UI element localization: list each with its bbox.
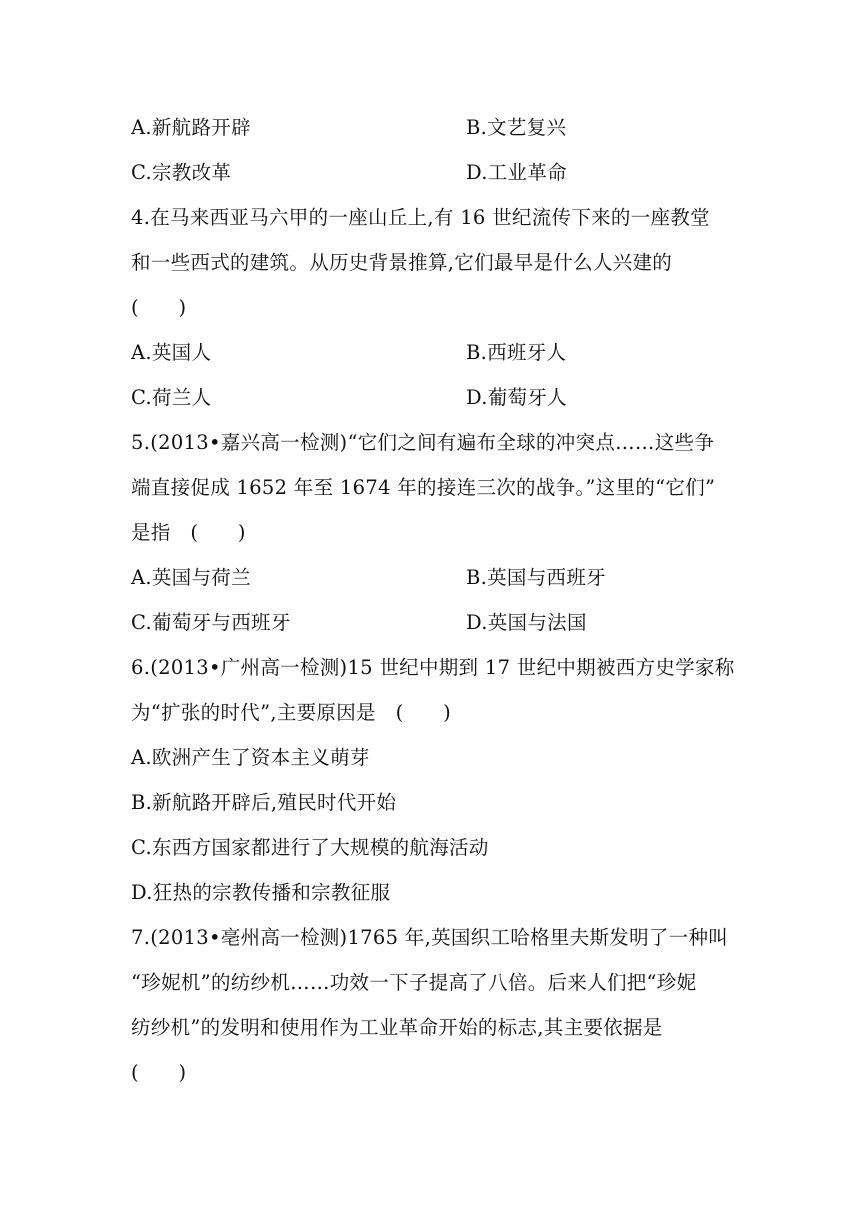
q6-option-b: B.新航路开辟后,殖民时代开始: [131, 791, 397, 814]
q4-stem-line-1: 4.在马来西亚马六甲的一座山丘上,有 16 世纪流传下来的一座教堂: [131, 206, 710, 229]
q5-stem-line-1: 5.(2013•嘉兴高一检测)“它们之间有遍布全球的冲突点……这些争: [131, 431, 715, 454]
q5-stem-line-2: 端直接促成 1652 年至 1674 年的接连三次的战争。”这里的“它们”: [131, 476, 716, 499]
q7-stem-line-4: ( ): [131, 1061, 187, 1084]
q3-option-d: D.工业革命: [466, 161, 567, 184]
q4-option-c: C.荷兰人: [131, 386, 212, 409]
q3-option-c: C.宗教改革: [131, 161, 232, 184]
q3-option-b: B.文艺复兴: [466, 116, 567, 139]
q4-option-b: B.西班牙人: [466, 341, 567, 364]
q3-option-a: A.新航路开辟: [131, 116, 251, 139]
q4-option-a: A.英国人: [131, 341, 212, 364]
q4-stem-line-2: 和一些西式的建筑。从历史背景推算,它们最早是什么人兴建的: [131, 251, 673, 274]
q5-option-b: B.英国与西班牙: [466, 566, 606, 589]
q5-stem-line-3: 是指 ( ): [131, 521, 246, 544]
q7-stem-line-1: 7.(2013•亳州高一检测)1765 年,英国织工哈格里夫斯发明了一种叫: [131, 926, 729, 949]
q6-stem-line-1: 6.(2013•广州高一检测)15 世纪中期到 17 世纪中期被西方史学家称: [131, 656, 735, 679]
q5-option-c: C.葡萄牙与西班牙: [131, 611, 291, 634]
q4-stem-line-3: ( ): [131, 296, 187, 319]
q6-option-c: C.东西方国家都进行了大规模的航海活动: [131, 836, 489, 859]
q7-stem-line-2: “珍妮机”的纺纱机……功效一下子提高了八倍。后来人们把“珍妮: [131, 971, 697, 994]
q5-option-a: A.英国与荷兰: [131, 566, 251, 589]
q5-option-d: D.英国与法国: [466, 611, 587, 634]
q7-stem-line-3: 纺纱机”的发明和使用作为工业革命开始的标志,其主要依据是: [131, 1016, 663, 1039]
q6-stem-line-2: 为“扩张的时代”,主要原因是 ( ): [131, 701, 452, 724]
q6-option-d: D.狂热的宗教传播和宗教征服: [131, 881, 391, 904]
q6-option-a: A.欧洲产生了资本主义萌芽: [131, 746, 370, 769]
q4-option-d: D.葡萄牙人: [466, 386, 567, 409]
